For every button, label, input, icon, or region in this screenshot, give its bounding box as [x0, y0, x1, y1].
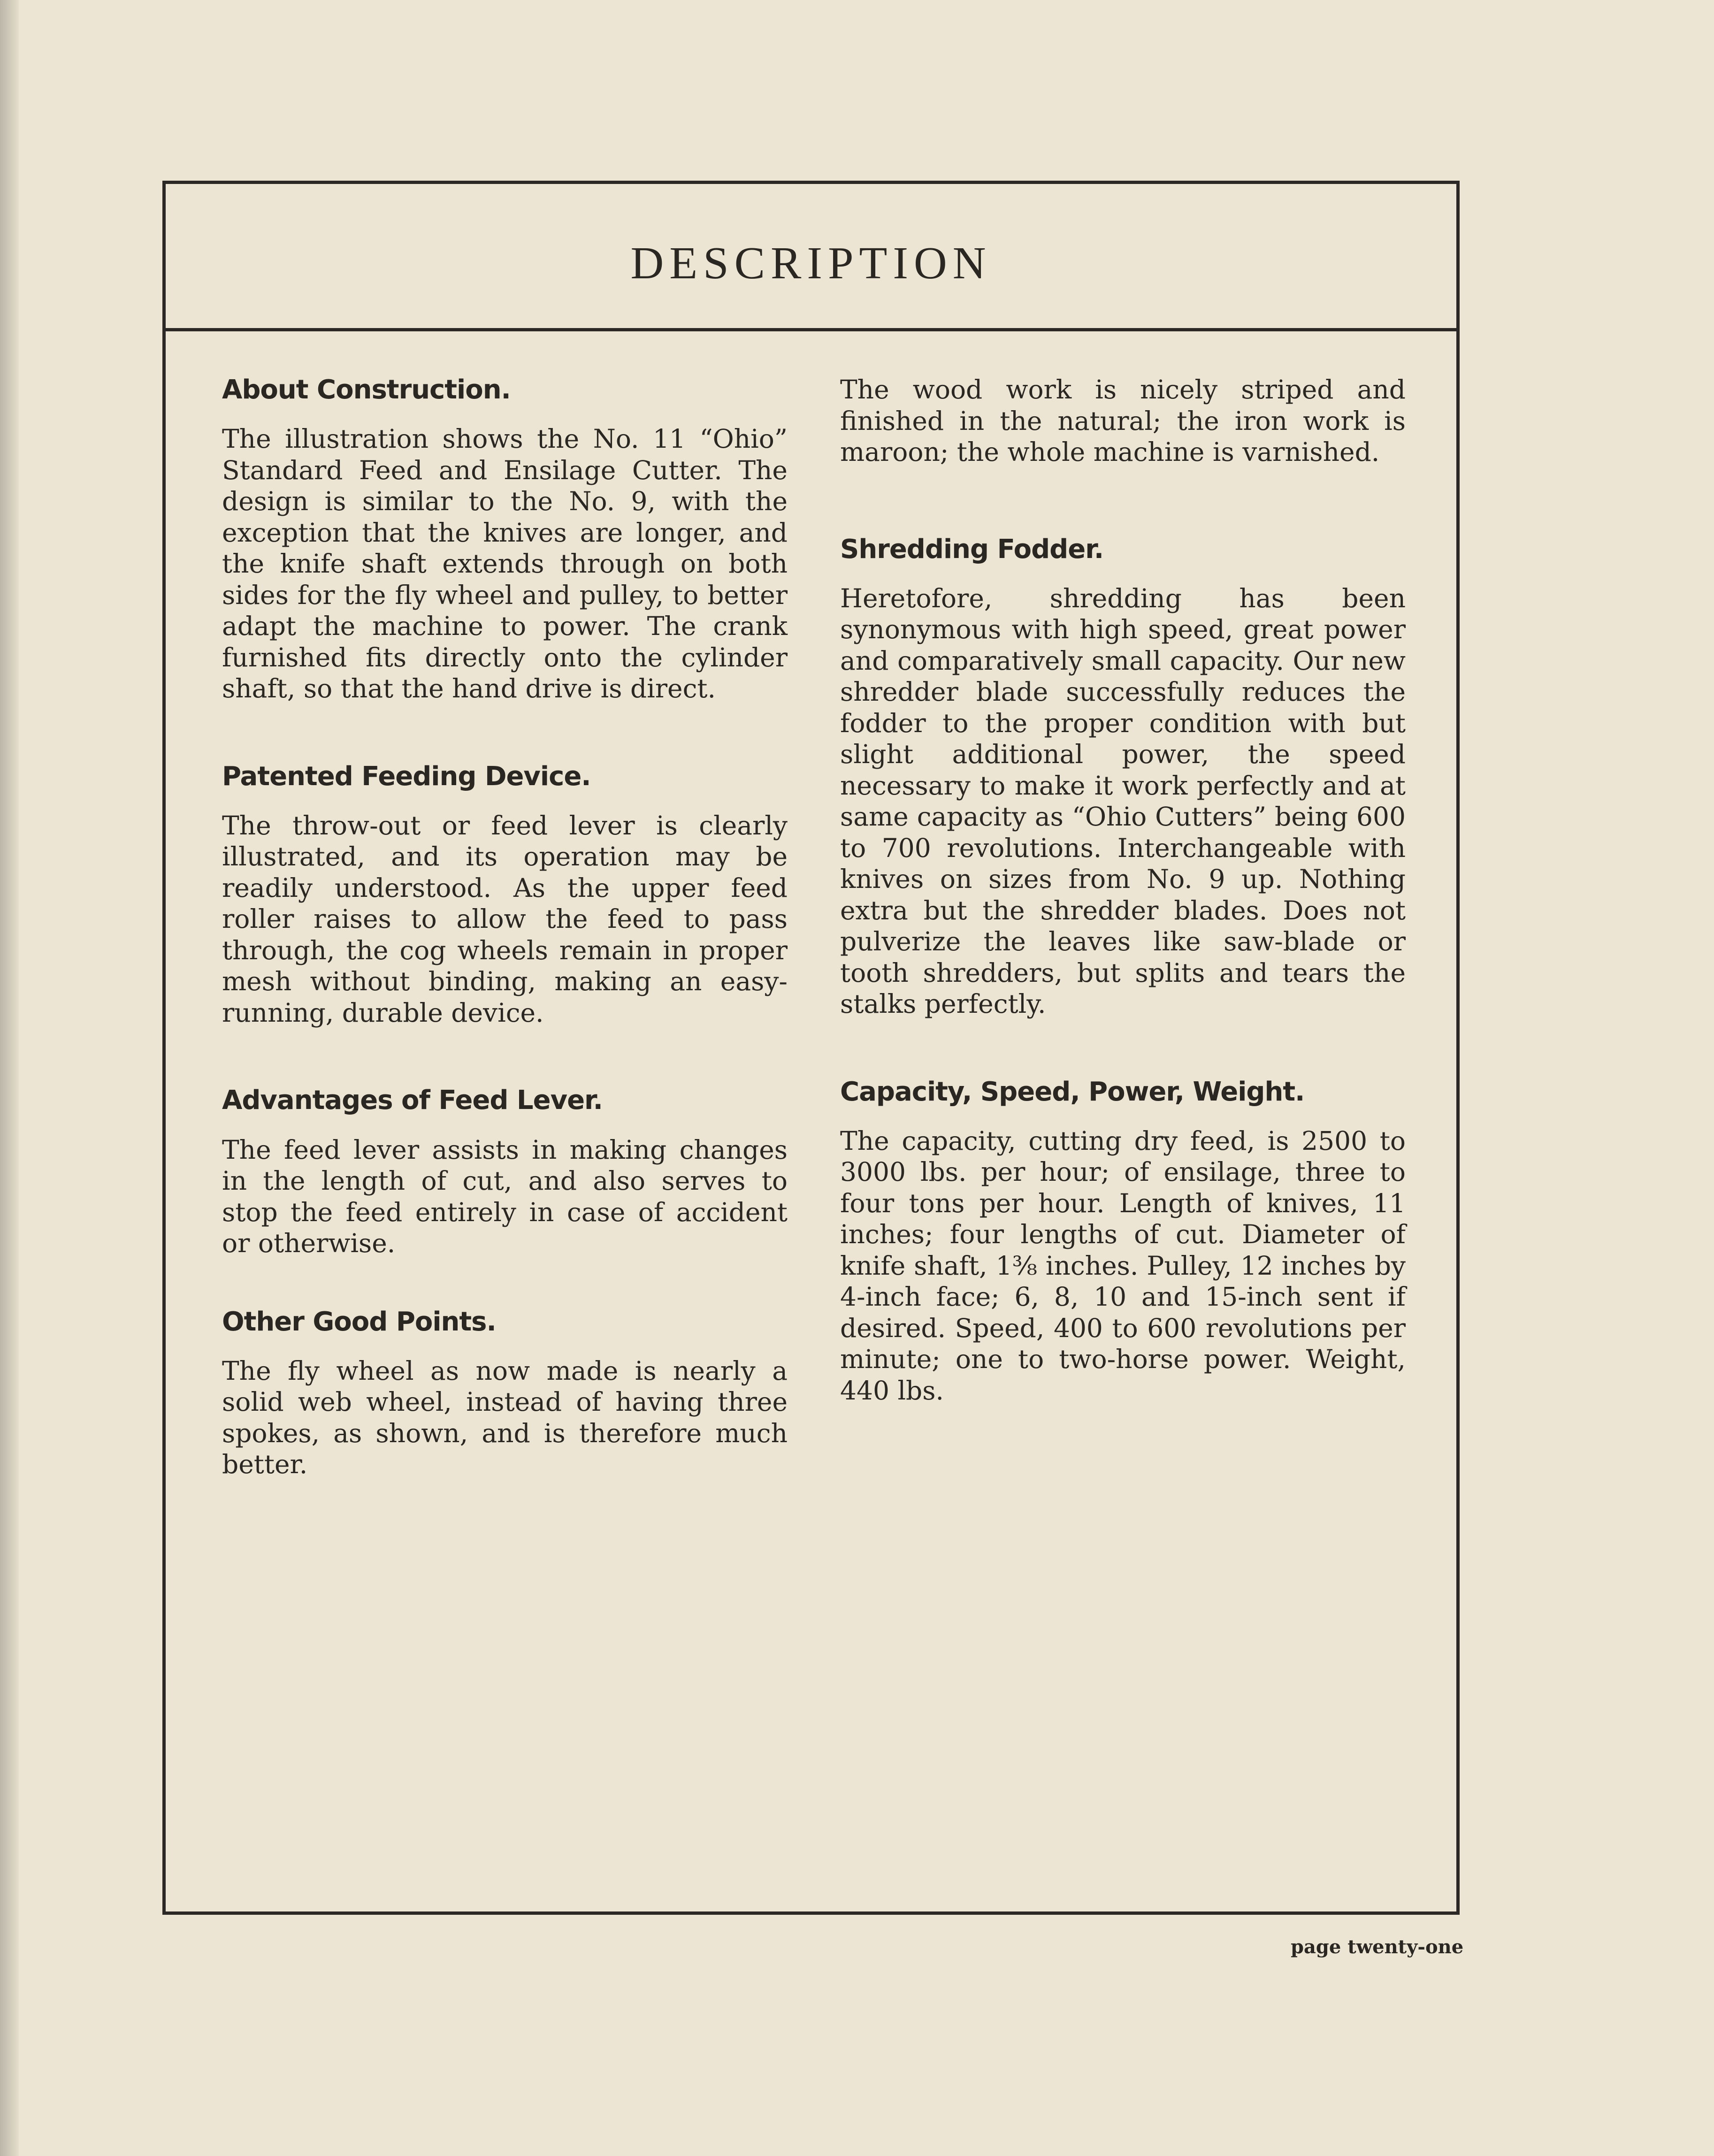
section-body: The wood work is nicely striped and finished in the natural; the iron work is maroon; the whole machine is varnished.: [840, 375, 1406, 467]
section-body: The fly wheel as now made is nearly a solid web wheel, instead of having three spokes, as shown, and is therefore much better.: [222, 1355, 788, 1480]
title-band: [166, 184, 1456, 331]
section-body: Heretofore, shredding has been synonymous with high speed, great power and comparatively small capacity. Our new shredder blade successfully reduces the fodder to the proper condition with but slight additional power, the speed necessary to make it work perfectly and at same capacity as “Ohio Cutters” being 600 to 700 revolutions. Interchangeable with knives on sizes from No. 9 up. Nothing extra but the shredder blades. Does not pulverize the leaves like saw-blade or tooth shredders, but splits and tears the stalks perfectly.: [840, 583, 1406, 1019]
section-body: The feed lever assists in making changes in the length of cut, and also serves to stop the feed entirely in case of accident or otherwise.: [222, 1134, 788, 1259]
description-frame: [162, 181, 1460, 1915]
section-wood-work: [840, 374, 1406, 468]
left-column: [222, 374, 788, 1537]
section-patented-feeding-device: [222, 761, 788, 1029]
section-heading: Patented Feeding Device.: [222, 761, 591, 792]
page-number: page twenty-one: [1291, 1936, 1464, 1958]
page-title: DESCRIPTION: [630, 237, 992, 289]
section-advantages-feed-lever: [222, 1085, 788, 1259]
section-capacity-speed-power-weight: [840, 1076, 1406, 1407]
section-heading: Advantages of Feed Lever.: [222, 1085, 603, 1116]
section-body: The throw-out or feed lever is clearly illustrated, and its operation may be readily understood. As the upper feed roller raises to allow the feed to pass through, the cog wheels remain in proper mesh without binding, making an easy-running, durable device.: [222, 810, 788, 1028]
section-heading: Capacity, Speed, Power, Weight.: [840, 1076, 1305, 1107]
section-heading: About Construction.: [222, 375, 511, 405]
section-other-good-points: [222, 1306, 788, 1480]
section-heading: Shredding Fodder.: [840, 534, 1104, 565]
right-column: [840, 374, 1406, 1462]
section-body: The illustration shows the No. 11 “Ohio” Standard Feed and Ensilage Cutter. The design is similar to the No. 9, with the exception that the knives are longer, and the knife shaft extends through on both sides for the fly wheel and pulley, to better adapt the machine to power. The crank furnished fits directly onto the cylinder shaft, so that the hand drive is direct.: [222, 424, 788, 704]
section-heading: Other Good Points.: [222, 1306, 496, 1337]
section-about-construction: [222, 374, 788, 704]
page-gutter-shadow: [0, 0, 19, 2156]
section-body: The capacity, cutting dry feed, is 2500 to 3000 lbs. per hour; of ensilage, three to four tons per hour. Length of knives, 11 inches; four lengths of cut. Diameter of knife shaft, 1⅜ inches. Pulley, 12 inches by 4-inch face; 6, 8, 10 and 15-inch sent if desired. Speed, 400 to 600 revolutions per minute; one to two-horse power. Weight, 440 lbs.: [840, 1125, 1406, 1406]
section-shredding-fodder: [840, 534, 1406, 1020]
